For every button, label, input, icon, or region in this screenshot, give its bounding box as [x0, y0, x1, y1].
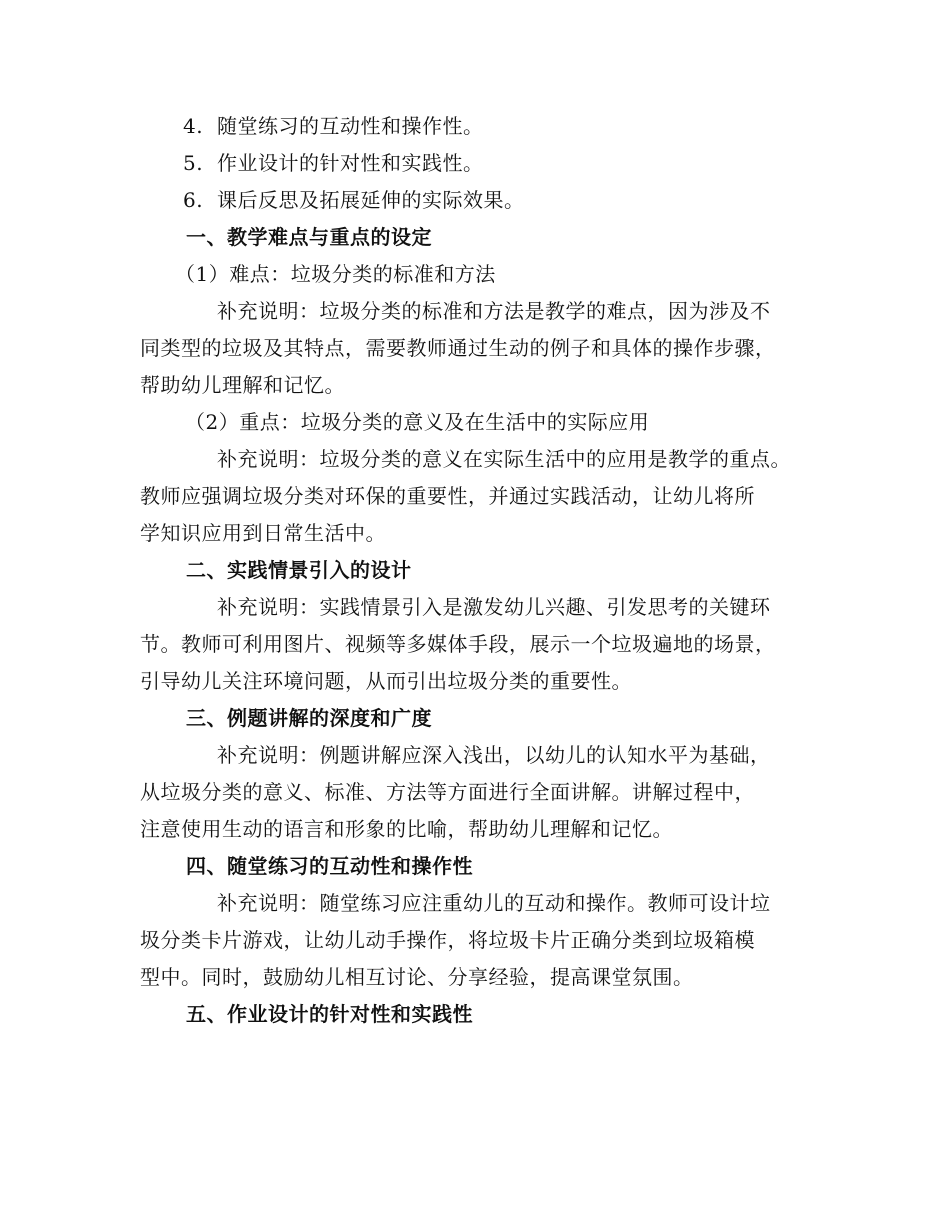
list-item	[183, 182, 525, 219]
paragraph-line: 教师应强调垃圾分类对环保的重要性，并通过实践活动，让幼儿将所	[140, 484, 755, 508]
section-heading: 三、例题讲解的深度和广度	[186, 706, 432, 730]
paragraph-line: 补充说明：随堂练习应注重幼儿的互动和操作。教师可设计垃	[217, 891, 771, 915]
list-number: 4.	[183, 114, 204, 138]
section-heading: 一、教学难点与重点的设定	[186, 225, 432, 249]
paragraph-line: 从垃圾分类的意义、标准、方法等方面进行全面讲解。讲解过程中，	[140, 780, 755, 804]
paragraph-line: 同类型的垃圾及其特点，需要教师通过生动的例子和具体的操作步骤，	[140, 336, 776, 360]
paragraph-line: 补充说明：垃圾分类的标准和方法是教学的难点，因为涉及不	[217, 299, 771, 323]
paragraph-line: 补充说明：垃圾分类的意义在实际生活中的应用是教学的重点。	[217, 447, 791, 471]
section-heading: 二、实践情景引入的设计	[186, 558, 412, 582]
paragraph-line: 帮助幼儿理解和记忆。	[140, 373, 345, 397]
list-text: 课后反思及拓展延伸的实际效果。	[217, 188, 525, 212]
paragraph-line: 注意使用生动的语言和形象的比喻，帮助幼儿理解和记忆。	[140, 817, 673, 841]
section-heading: 五、作业设计的针对性和实践性	[186, 1002, 473, 1026]
list-text: 随堂练习的互动性和操作性。	[217, 114, 484, 138]
sub-heading: （1）难点：垃圾分类的标准和方法	[175, 262, 496, 286]
paragraph-line: 引导幼儿关注环境问题，从而引出垃圾分类的重要性。	[140, 669, 632, 693]
list-number: 6.	[183, 188, 204, 212]
paragraph-line: 补充说明：实践情景引入是激发幼儿兴趣、引发思考的关键环	[217, 595, 771, 619]
section-heading: 四、随堂练习的互动性和操作性	[186, 854, 473, 878]
list-item	[183, 145, 484, 182]
sub-heading: （2）重点：垃圾分类的意义及在生活中的实际应用	[185, 410, 650, 434]
paragraph-line: 圾分类卡片游戏，让幼儿动手操作，将垃圾卡片正确分类到垃圾箱模	[140, 928, 755, 952]
list-text: 作业设计的针对性和实践性。	[217, 151, 484, 175]
paragraph-line: 型中。同时，鼓励幼儿相互讨论、分享经验，提高课堂氛围。	[140, 965, 694, 989]
list-item	[183, 108, 484, 145]
paragraph-line: 学知识应用到日常生活中。	[140, 521, 386, 545]
list-number: 5.	[183, 151, 204, 175]
paragraph-line: 节。教师可利用图片、视频等多媒体手段，展示一个垃圾遍地的场景，	[140, 632, 776, 656]
paragraph-line: 补充说明：例题讲解应深入浅出，以幼儿的认知水平为基础，	[217, 743, 771, 767]
